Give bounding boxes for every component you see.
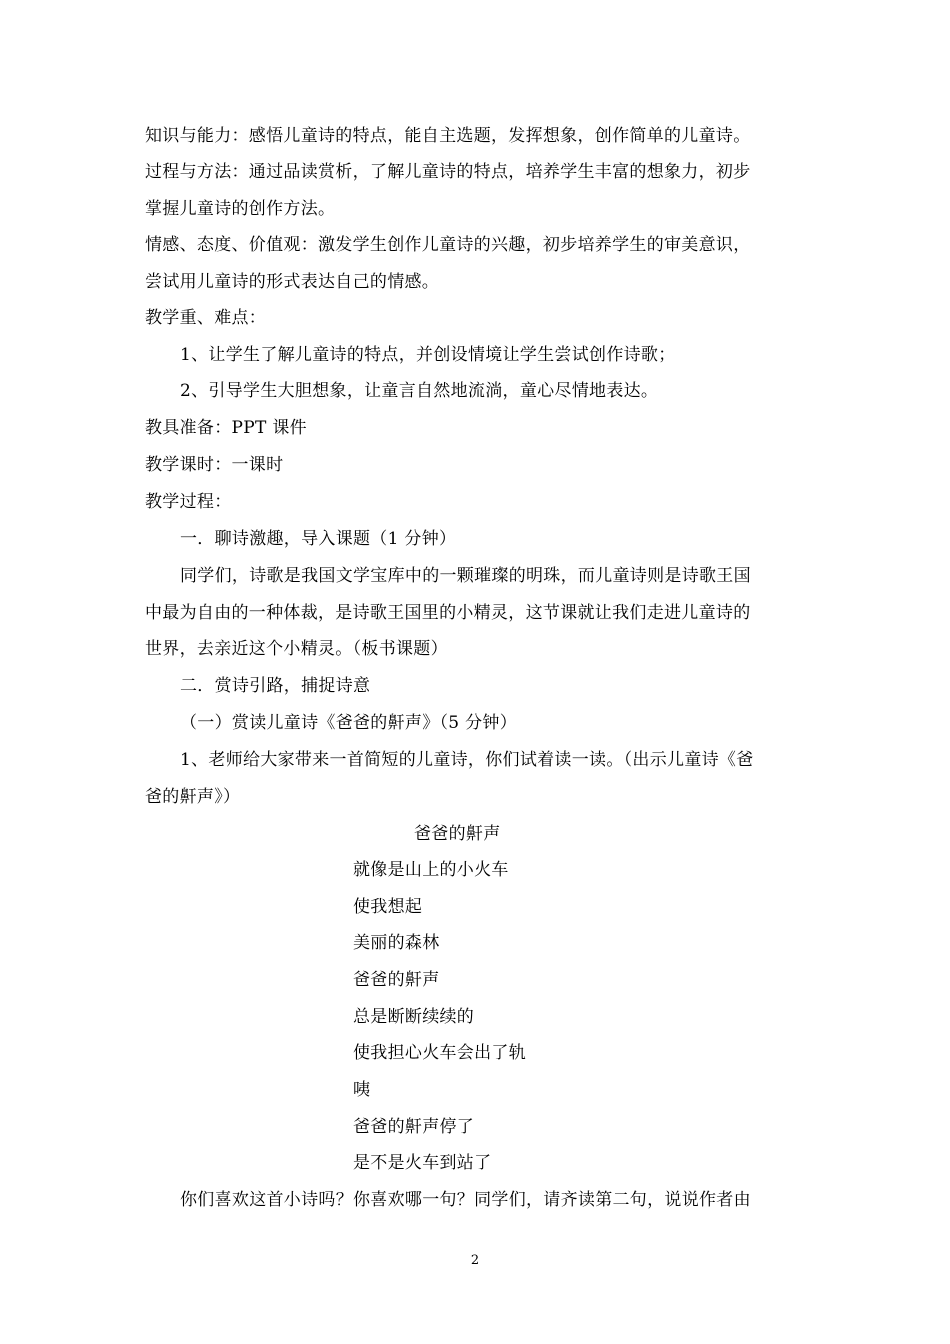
teaching-aids: 教具准备：PPT 课件 (145, 418, 307, 438)
discussion-paragraph: 你们喜欢这首小诗吗？你喜欢哪一句？同学们，请齐读第二句，说说作者由 (180, 1190, 751, 1210)
page-number: 2 (470, 1253, 480, 1268)
intro-paragraph-line-2: 中最为自由的一种体裁，是诗歌王国里的小精灵，这节课就让我们走进儿童诗的 (145, 603, 751, 623)
objective-emotion-line-2: 尝试用儿童诗的形式表达自己的情感。 (145, 272, 440, 292)
section-two-heading: 二．赏诗引路，捕捉诗意 (180, 676, 371, 696)
section-one-heading: 一．聊诗激趣，导入课题（1 分钟） (180, 529, 457, 549)
intro-paragraph-line-1: 同学们，诗歌是我国文学宝库中的一颗璀璨的明珠，而儿童诗则是诗歌王国 (180, 566, 751, 586)
key-point-1: 1、让学生了解儿童诗的特点，并创设情境让学生尝试创作诗歌； (180, 345, 676, 365)
poem-line: 爸爸的鼾声停了 (353, 1117, 475, 1137)
poem-line: 美丽的森林 (353, 933, 440, 953)
poem-intro-line-2: 爸的鼾声》） (145, 787, 241, 807)
teaching-process-heading: 教学过程： (145, 492, 232, 512)
objective-process-line-2: 掌握儿童诗的创作方法。 (145, 199, 336, 219)
poem-intro-line-1: 1、老师给大家带来一首简短的儿童诗，你们试着读一读。（出示儿童诗《爸 (180, 750, 754, 770)
poem-line: 就像是山上的小火车 (353, 860, 509, 880)
poem-line: 咦 (353, 1080, 371, 1100)
poem-line: 是不是火车到站了 (353, 1153, 492, 1173)
subsection-one-heading: （一）赏读儿童诗《爸爸的鼾声》（5 分钟） (180, 713, 518, 733)
key-points-heading: 教学重、难点： (145, 308, 267, 328)
poem-line: 爸爸的鼾声 (353, 970, 440, 990)
poem-line: 使我想起 (353, 897, 423, 917)
objective-emotion-line-1: 情感、态度、价值观：激发学生创作儿童诗的兴趣，初步培养学生的审美意识， (145, 235, 751, 255)
poem-line: 使我担心火车会出了轨 (353, 1043, 526, 1063)
poem-line: 总是断断续续的 (353, 1007, 475, 1027)
poem-title: 爸爸的鼾声 (414, 824, 501, 844)
class-hours: 教学课时：一课时 (145, 455, 284, 475)
objective-process-line-1: 过程与方法：通过品读赏析，了解儿童诗的特点，培养学生丰富的想象力，初步 (145, 162, 751, 182)
intro-paragraph-line-3: 世界，去亲近这个小精灵。（板书课题） (145, 639, 448, 659)
key-point-2: 2、引导学生大胆想象，让童言自然地流淌，童心尽情地表达。 (180, 381, 659, 401)
objective-knowledge: 知识与能力：感悟儿童诗的特点，能自主选题，发挥想象，创作简单的儿童诗。 (145, 126, 751, 146)
